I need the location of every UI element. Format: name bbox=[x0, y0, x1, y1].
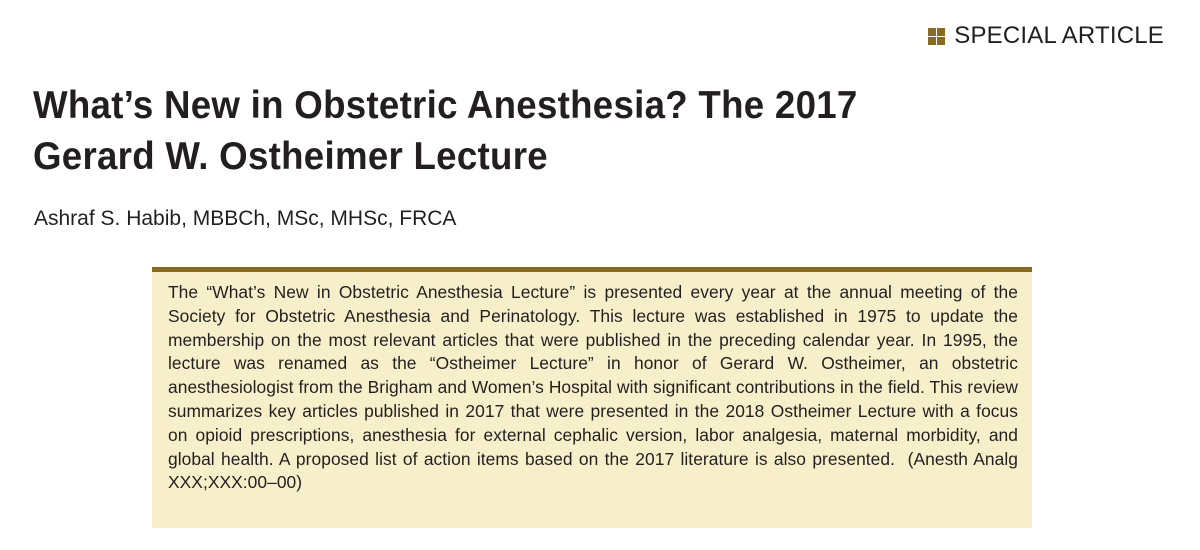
abstract-text bbox=[168, 281, 1018, 495]
square-tr bbox=[937, 28, 945, 36]
abstract-box bbox=[152, 267, 1032, 528]
article-title-line-1: What’s New in Obstetric Anesthesia? The 2017 bbox=[33, 84, 858, 127]
article-title-line-2: Gerard W. Ostheimer Lecture bbox=[33, 135, 548, 178]
four-squares-icon bbox=[928, 28, 945, 45]
square-tl bbox=[928, 28, 936, 36]
section-label bbox=[928, 22, 1164, 50]
abstract-top-rule bbox=[152, 267, 1032, 272]
section-label-text: SPECIAL ARTICLE bbox=[954, 22, 1164, 49]
square-bl bbox=[928, 37, 936, 45]
square-br bbox=[937, 37, 945, 45]
abstract-body: The “What’s New in Obstetric Anesthesia Lecture” is presented every year at the annual meeting of the Society for Obstetric Anesthesia and Perinatology. This lecture was established in 1975 to update the membership on the most relevant articles that were published in the preceding calendar year. In 1995, the lecture was renamed as the “Ostheimer Lecture” in honor of Gerard W. Ostheimer, an obstetric anesthesiologist from the Brigham and Women’s Hospital with significant contributions in the field. This review summarizes key articles published in 2017 that were presented in the 2018 Ostheimer Lecture with a focus on opioid prescriptions, anesthesia for external cephalic version, labor analgesia, maternal morbidity, and global health. A proposed list of action items based on the 2017 literature is also presented. bbox=[168, 282, 1018, 469]
article-title bbox=[33, 80, 1086, 182]
article-authors: Ashraf S. Habib, MBBCh, MSc, MHSc, FRCA bbox=[34, 207, 457, 230]
abstract-citation: (Anesth Analg XXX;XXX:00–00) bbox=[168, 448, 1019, 493]
